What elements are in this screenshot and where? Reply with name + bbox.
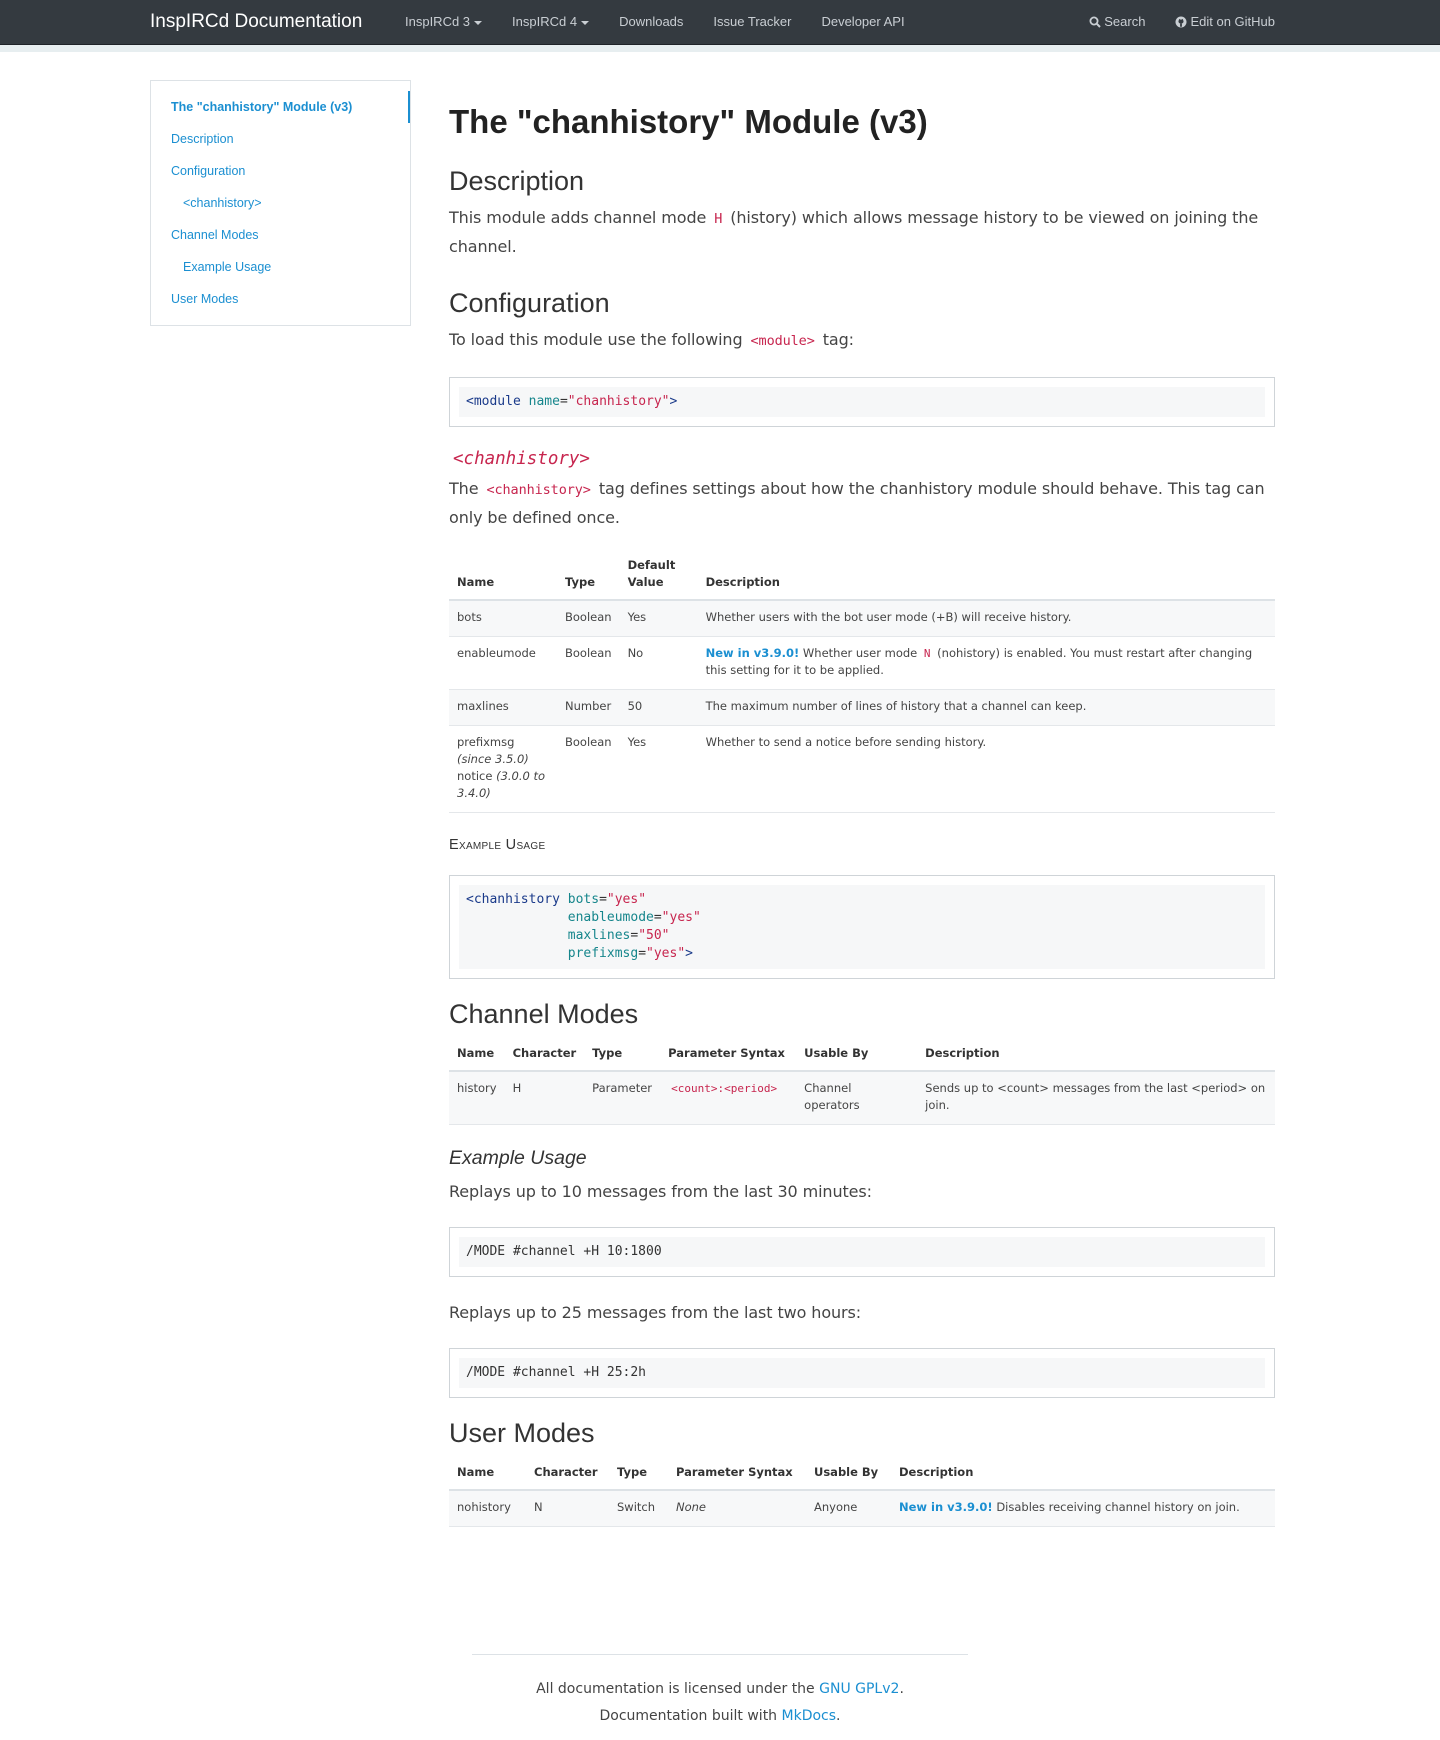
example2-text: Replays up to 25 messages from the last two hours: xyxy=(449,1303,862,1322)
column-header: Name xyxy=(449,1037,505,1071)
column-header: Character xyxy=(526,1456,609,1490)
nav-inspircd4-dropdown[interactable] xyxy=(497,0,604,44)
toc-item-title[interactable]: The "chanhistory" Module (v3) xyxy=(151,91,410,123)
column-header: Type xyxy=(557,549,620,600)
toc-item-channel-modes[interactable]: Channel Modes xyxy=(171,228,259,242)
code-attr: maxlines xyxy=(567,928,631,943)
code-content: /MODE #channel +H 10:1800 xyxy=(459,1237,1265,1267)
table-row xyxy=(449,1490,1275,1527)
table-row xyxy=(449,1071,1275,1125)
nav-inspircd3-dropdown[interactable] xyxy=(390,0,497,44)
cell-name: bots xyxy=(449,600,557,637)
cell-name: enableumode xyxy=(449,637,557,690)
cell-description xyxy=(698,637,1275,690)
footer-text: All documentation is licensed under the xyxy=(536,1681,820,1697)
cell-character: N xyxy=(526,1490,609,1527)
code-value: "chanhistory" xyxy=(567,394,670,409)
description-text-part: (history) which allows message history to be viewed on joining the channel. xyxy=(449,208,1259,256)
github-icon xyxy=(1175,16,1187,28)
cell-type: Boolean xyxy=(557,600,620,637)
cell-type: Boolean xyxy=(557,637,620,690)
column-header: Character xyxy=(505,1037,585,1071)
example1-codeblock[interactable] xyxy=(449,1227,1275,1277)
module-tag-code: <module> xyxy=(750,333,815,349)
edit-on-github-link[interactable] xyxy=(1160,0,1290,44)
new-badge: New in v3.9.0! xyxy=(705,646,800,660)
name-note: (since 3.5.0) xyxy=(457,752,529,766)
cell-description: Sends up to <count> messages from the last <period> on join. xyxy=(917,1071,1275,1125)
footer-text: . xyxy=(899,1681,904,1697)
code-tag: <chanhistory xyxy=(466,892,560,907)
code-close: > xyxy=(669,394,678,409)
top-navbar xyxy=(0,0,1440,45)
footer-built-line xyxy=(0,1703,1440,1730)
cell-name xyxy=(449,726,557,813)
toc-item-example-usage[interactable]: Example Usage xyxy=(183,260,272,274)
toc-item-configuration[interactable]: Configuration xyxy=(171,164,246,178)
nav-developer-api[interactable]: Developer API xyxy=(821,14,905,29)
description-heading: Description xyxy=(449,166,585,196)
mode-code: H xyxy=(714,211,723,227)
cell-name: nohistory xyxy=(449,1490,526,1527)
cell-syntax xyxy=(660,1071,796,1125)
example1-text: Replays up to 10 messages from the last 30 minutes: xyxy=(449,1182,872,1201)
code-value: "yes" xyxy=(661,910,701,925)
configuration-intro xyxy=(449,326,1275,355)
column-header: Default Value xyxy=(620,549,698,600)
column-header: Parameter Syntax xyxy=(660,1037,796,1071)
syntax-code: <count>:<period> xyxy=(671,1082,778,1095)
column-header: Name xyxy=(449,1456,526,1490)
cell-usable-by: Channel operators xyxy=(796,1071,917,1125)
github-label: Edit on GitHub xyxy=(1190,14,1275,29)
code-attr: enableumode xyxy=(567,910,654,925)
search-button[interactable] xyxy=(1074,0,1160,44)
cell-default: No xyxy=(620,637,698,690)
nav-downloads[interactable]: Downloads xyxy=(619,14,684,29)
name-note: (3.0.0 to 3.4.0) xyxy=(457,769,546,800)
code-attr: bots xyxy=(567,892,600,907)
chanhistory-tag-heading: <chanhistory> xyxy=(453,449,590,469)
nav-right-menu xyxy=(1074,0,1290,44)
column-header: Type xyxy=(609,1456,668,1490)
column-header: Parameter Syntax xyxy=(668,1456,806,1490)
example2-codeblock[interactable] xyxy=(449,1348,1275,1398)
user-mode-code: N xyxy=(923,647,931,660)
description-text-part: This module adds channel mode xyxy=(449,208,712,227)
cell-default: 50 xyxy=(620,690,698,726)
code-content: /MODE #channel +H 25:2h xyxy=(459,1358,1265,1388)
brand-link[interactable]: InspIRCd Documentation xyxy=(150,11,363,32)
table-row xyxy=(449,690,1275,726)
name-text: notice xyxy=(457,769,493,783)
code-attr: name xyxy=(528,394,560,409)
toc-item-chanhistory[interactable]: <chanhistory> xyxy=(183,196,262,210)
cell-description: Whether to send a notice before sending history. xyxy=(698,726,1275,813)
search-label: Search xyxy=(1104,14,1146,29)
cell-type: Switch xyxy=(609,1490,668,1527)
description-part: Whether user mode xyxy=(799,646,921,660)
gpl-license-link[interactable]: GNU GPLv2 xyxy=(819,1681,900,1697)
code-value: "yes" xyxy=(646,946,686,961)
code-tag: <module xyxy=(466,394,521,409)
table-header-row xyxy=(449,1456,1275,1490)
column-header: Usable By xyxy=(796,1037,917,1071)
mkdocs-link[interactable]: MkDocs xyxy=(781,1708,837,1724)
footer xyxy=(0,1676,1440,1730)
configuration-intro-part: To load this module use the following xyxy=(449,330,748,349)
caret-down-icon xyxy=(581,21,589,25)
code-value: "50" xyxy=(638,928,670,943)
name-text: prefixmsg xyxy=(457,735,515,749)
caret-down-icon xyxy=(474,21,482,25)
table-header-row xyxy=(449,549,1275,600)
toc-item-description[interactable]: Description xyxy=(171,132,234,146)
footer-text: . xyxy=(836,1708,841,1724)
table-row xyxy=(449,600,1275,637)
channel-modes-table xyxy=(449,1037,1275,1125)
column-header: Type xyxy=(584,1037,660,1071)
cell-description: The maximum number of lines of history that a channel can keep. xyxy=(698,690,1275,726)
description-text xyxy=(449,204,1275,260)
user-modes-table xyxy=(449,1456,1275,1527)
cell-character: H xyxy=(505,1071,585,1125)
module-config-codeblock[interactable] xyxy=(449,377,1275,427)
example-usage-heading: Example Usage xyxy=(449,837,546,853)
cell-name: maxlines xyxy=(449,690,557,726)
configuration-intro-part: tag: xyxy=(817,330,854,349)
footer-text: Documentation built with xyxy=(599,1708,782,1724)
page-title: The "chanhistory" Module (v3) xyxy=(449,103,928,140)
cell-syntax: None xyxy=(668,1490,806,1527)
cell-type: Number xyxy=(557,690,620,726)
chanhistory-tag-code: <chanhistory> xyxy=(486,482,591,498)
cell-type: Parameter xyxy=(584,1071,660,1125)
main-content xyxy=(449,80,1275,1527)
chanhistory-text-part: tag defines settings about how the chanhistory module should behave. This tag can only be defined once. xyxy=(449,479,1265,527)
chanhistory-example-codeblock[interactable] xyxy=(449,875,1275,979)
code-attr: prefixmsg xyxy=(567,946,639,961)
cell-description xyxy=(891,1490,1275,1527)
channel-example-heading: Example Usage xyxy=(449,1147,587,1169)
chanhistory-text-part: The xyxy=(449,479,484,498)
nav-inspircd4-label: InspIRCd 4 xyxy=(512,14,578,29)
user-modes-heading: User Modes xyxy=(449,1418,595,1448)
nav-issue-tracker[interactable]: Issue Tracker xyxy=(713,14,792,29)
column-header: Description xyxy=(917,1037,1275,1071)
table-header-row xyxy=(449,1037,1275,1071)
column-header: Description xyxy=(891,1456,1275,1490)
nav-menu xyxy=(390,0,920,44)
nav-inspircd3-label: InspIRCd 3 xyxy=(405,14,471,29)
navbar-stripe xyxy=(0,45,1440,52)
chanhistory-settings-table xyxy=(449,549,1275,813)
column-header: Name xyxy=(449,549,557,600)
description-part: Disables receiving channel history on join. xyxy=(992,1500,1240,1514)
table-of-contents xyxy=(150,80,411,326)
code-close: > xyxy=(685,946,693,961)
code-content: <module name="chanhistory"> xyxy=(459,387,1265,417)
cell-type: Boolean xyxy=(557,726,620,813)
search-icon xyxy=(1089,16,1101,28)
table-row xyxy=(449,726,1275,813)
footer-license-line xyxy=(0,1676,1440,1703)
column-header: Usable By xyxy=(806,1456,891,1490)
code-value: "yes" xyxy=(606,892,647,907)
new-badge: New in v3.9.0! xyxy=(899,1500,993,1514)
channel-modes-heading: Channel Modes xyxy=(449,999,639,1029)
column-header: Description xyxy=(698,549,1275,600)
configuration-heading: Configuration xyxy=(449,288,610,318)
toc-item-user-modes[interactable]: User Modes xyxy=(171,292,239,306)
chanhistory-tag-text xyxy=(449,475,1275,531)
cell-usable-by: Anyone xyxy=(806,1490,891,1527)
footer-divider xyxy=(472,1654,968,1655)
cell-name: history xyxy=(449,1071,505,1125)
description-part: (nohistory) is enabled. You must restart after changing this setting for it to be applied. xyxy=(705,646,1253,677)
cell-description: Whether users with the bot user mode (+B) will receive history. xyxy=(698,600,1275,637)
cell-default: Yes xyxy=(620,600,698,637)
cell-default: Yes xyxy=(620,726,698,813)
code-content: <chanhistory bots="yes" enableumode="yes" maxlines="50" prefixmsg="yes"> xyxy=(459,885,1265,969)
table-row xyxy=(449,637,1275,690)
